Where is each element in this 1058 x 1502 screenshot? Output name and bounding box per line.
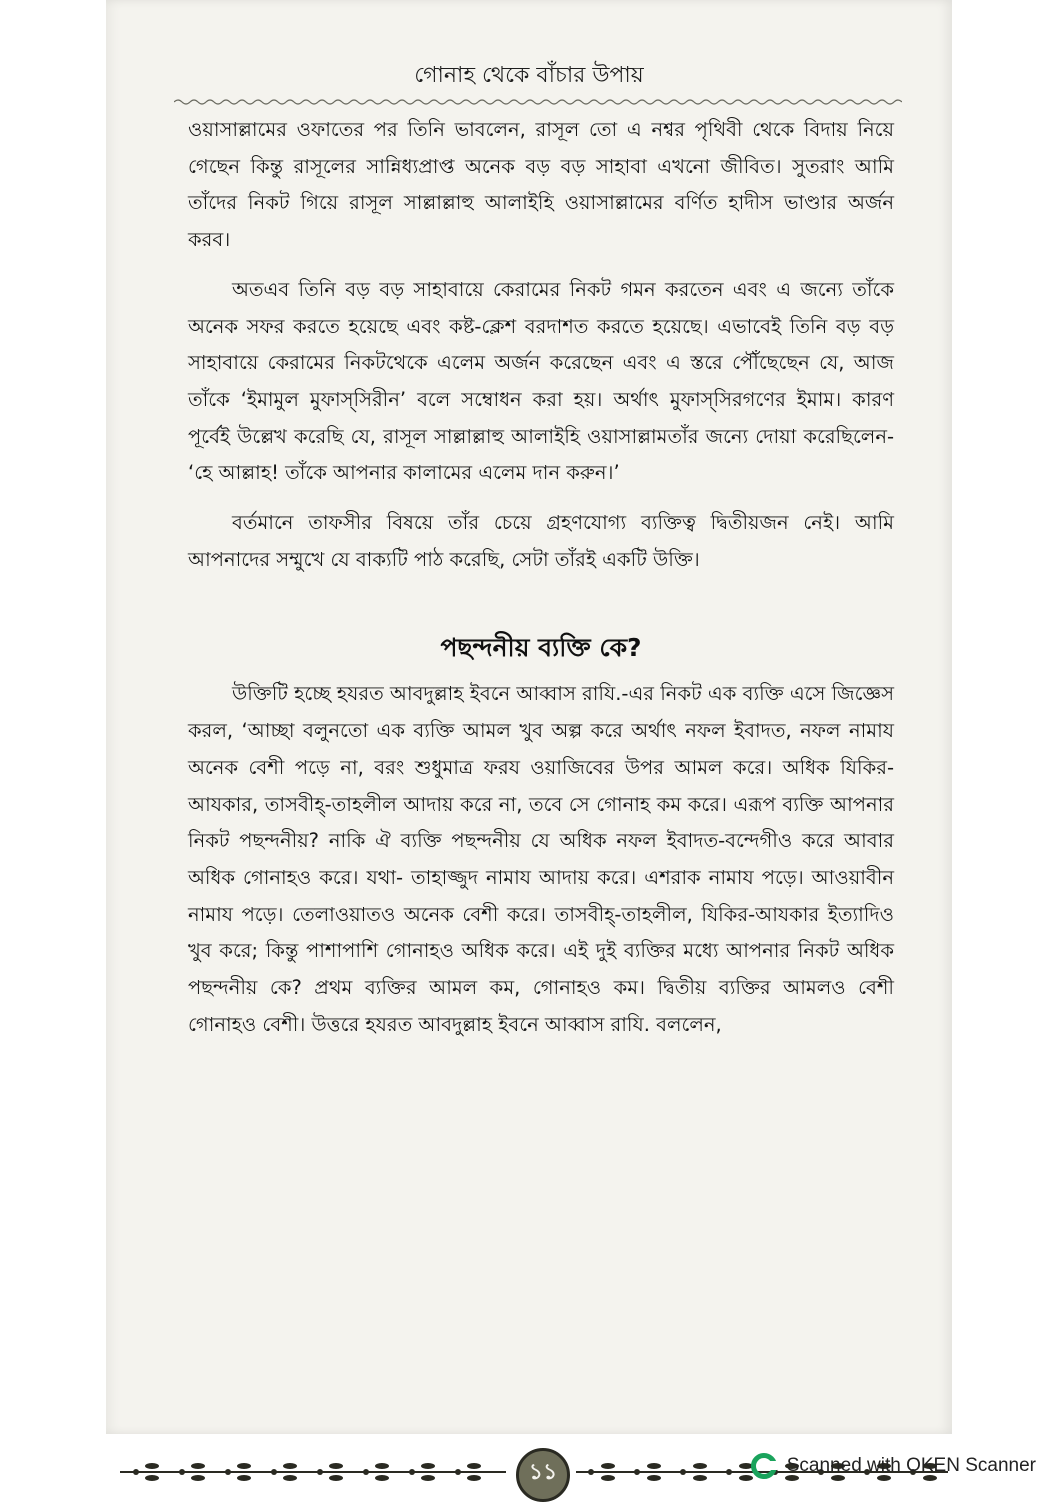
paragraph-1: ওয়াসাল্লামের ওফাতের পর তিনি ভাবলেন, রাসূল তো এ নশ্বর পৃথিবী থেকে বিদায় নিয়ে গেছেন কিন্তু রাসূলের সান্নিধ্যপ্রাপ্ত অনেক বড় বড় সাহাবা এখনো জীবিত। সুতরাং আমি তাঁদের নিকট গিয়ে রাসূল সাল্লাল্লাহু আলাইহি ওয়াসাল্লামের বর্ণিত হাদীস ভাণ্ডার অর্জন করব।	[188, 118, 894, 252]
paragraph-2: অতএব তিনি বড় বড় সাহাবায়ে কেরামের নিকট গমন করতেন এবং এ জন্যে তাঁকে অনেক সফর করতে হয়েছে এবং কষ্ট-ক্লেশ বরদাশত করতে হয়েছে। এভাবেই তিনি বড় বড় সাহাবায়ে কেরামের নিকটথেকে এলেম অর্জন করেছেন এবং এ স্তরে পৌঁছেছেন যে, আজ তাঁকে ‘ইমামুল মুফাস্‌সিরীন’ বলে সম্বোধন করা হয়। অর্থাৎ মুফাস্‌সিরগণের ইমাম। কারণ পূর্বেই উল্লেখ করেছি যে, রাসূল সাল্লাল্লাহু আলাইহি ওয়াসাল্লামতাঁর জন্যে দোয়া করেছিলেন- ‘হে আল্লাহ! তাঁকে আপনার কালামের এলেম দান করুন।’	[188, 277, 894, 485]
body-text	[188, 112, 894, 1043]
header-divider	[174, 98, 902, 106]
oken-logo-icon	[751, 1453, 777, 1479]
section-heading: পছন্দনীয় ব্যক্তি কে?	[440, 633, 642, 663]
page-number: ১১	[516, 1448, 570, 1502]
running-header: গোনাহ থেকে বাঁচার উপায়	[414, 63, 644, 88]
scanner-watermark-text: Scanned with OKEN Scanner	[786, 1455, 1036, 1476]
scanner-watermark	[751, 1453, 1036, 1479]
paragraph-3: বর্তমানে তাফসীর বিষয়ে তাঁর চেয়ে গ্রহণযোগ্য ব্যক্তিত্ব দ্বিতীয়জন নেই। আমি আপনাদের সম্মুখে যে বাক্যটি পাঠ করেছি, সেটা তাঁরই একটি উক্তি।	[188, 511, 894, 571]
paragraph-4: উক্তিটি হচ্ছে হযরত আবদুল্লাহ ইবনে আব্বাস রাযি.-এর নিকট এক ব্যক্তি এসে জিজ্ঞেস করল, ‘আচ্ছা বলুনতো এক ব্যক্তি আমল খুব অল্প করে অর্থাৎ নফল ইবাদত, নফল নামায অনেক বেশী পড়ে না, বরং শুধুমাত্র ফরয ওয়াজিবের উপর আমল করে। অধিক যিকির-আযকার, তাসবীহ্-তাহলীল আদায় করে না, তবে সে গোনাহ কম করে। এরূপ ব্যক্তি আপনার নিকট পছন্দনীয়? নাকি ঐ ব্যক্তি পছন্দনীয় যে অধিক নফল ইবাদত-বন্দেগীও করে আবার অধিক গোনাহও করে। যথা- তাহাজ্জুদ নামায আদায় করে। এশরাক নামায পড়ে। আওয়াবীন নামায পড়ে। তেলাওয়াতও অনেক বেশী করে। তাসবীহ্-তাহলীল, যিকির-আযকার ইত্যাদিও খুব করে; কিন্তু পাশাপাশি গোনাহও অধিক করে। এই দুই ব্যক্তির মধ্যে আপনার নিকট অধিক পছন্দনীয় কে? প্রথম ব্যক্তির আমল কম, গোনাহও কম। দ্বিতীয় ব্যক্তির আমলও বেশী গোনাহও বেশী। উত্তরে হযরত আবদুল্লাহ ইবনে আব্বাস রাযি. বললেন,	[188, 682, 894, 1036]
